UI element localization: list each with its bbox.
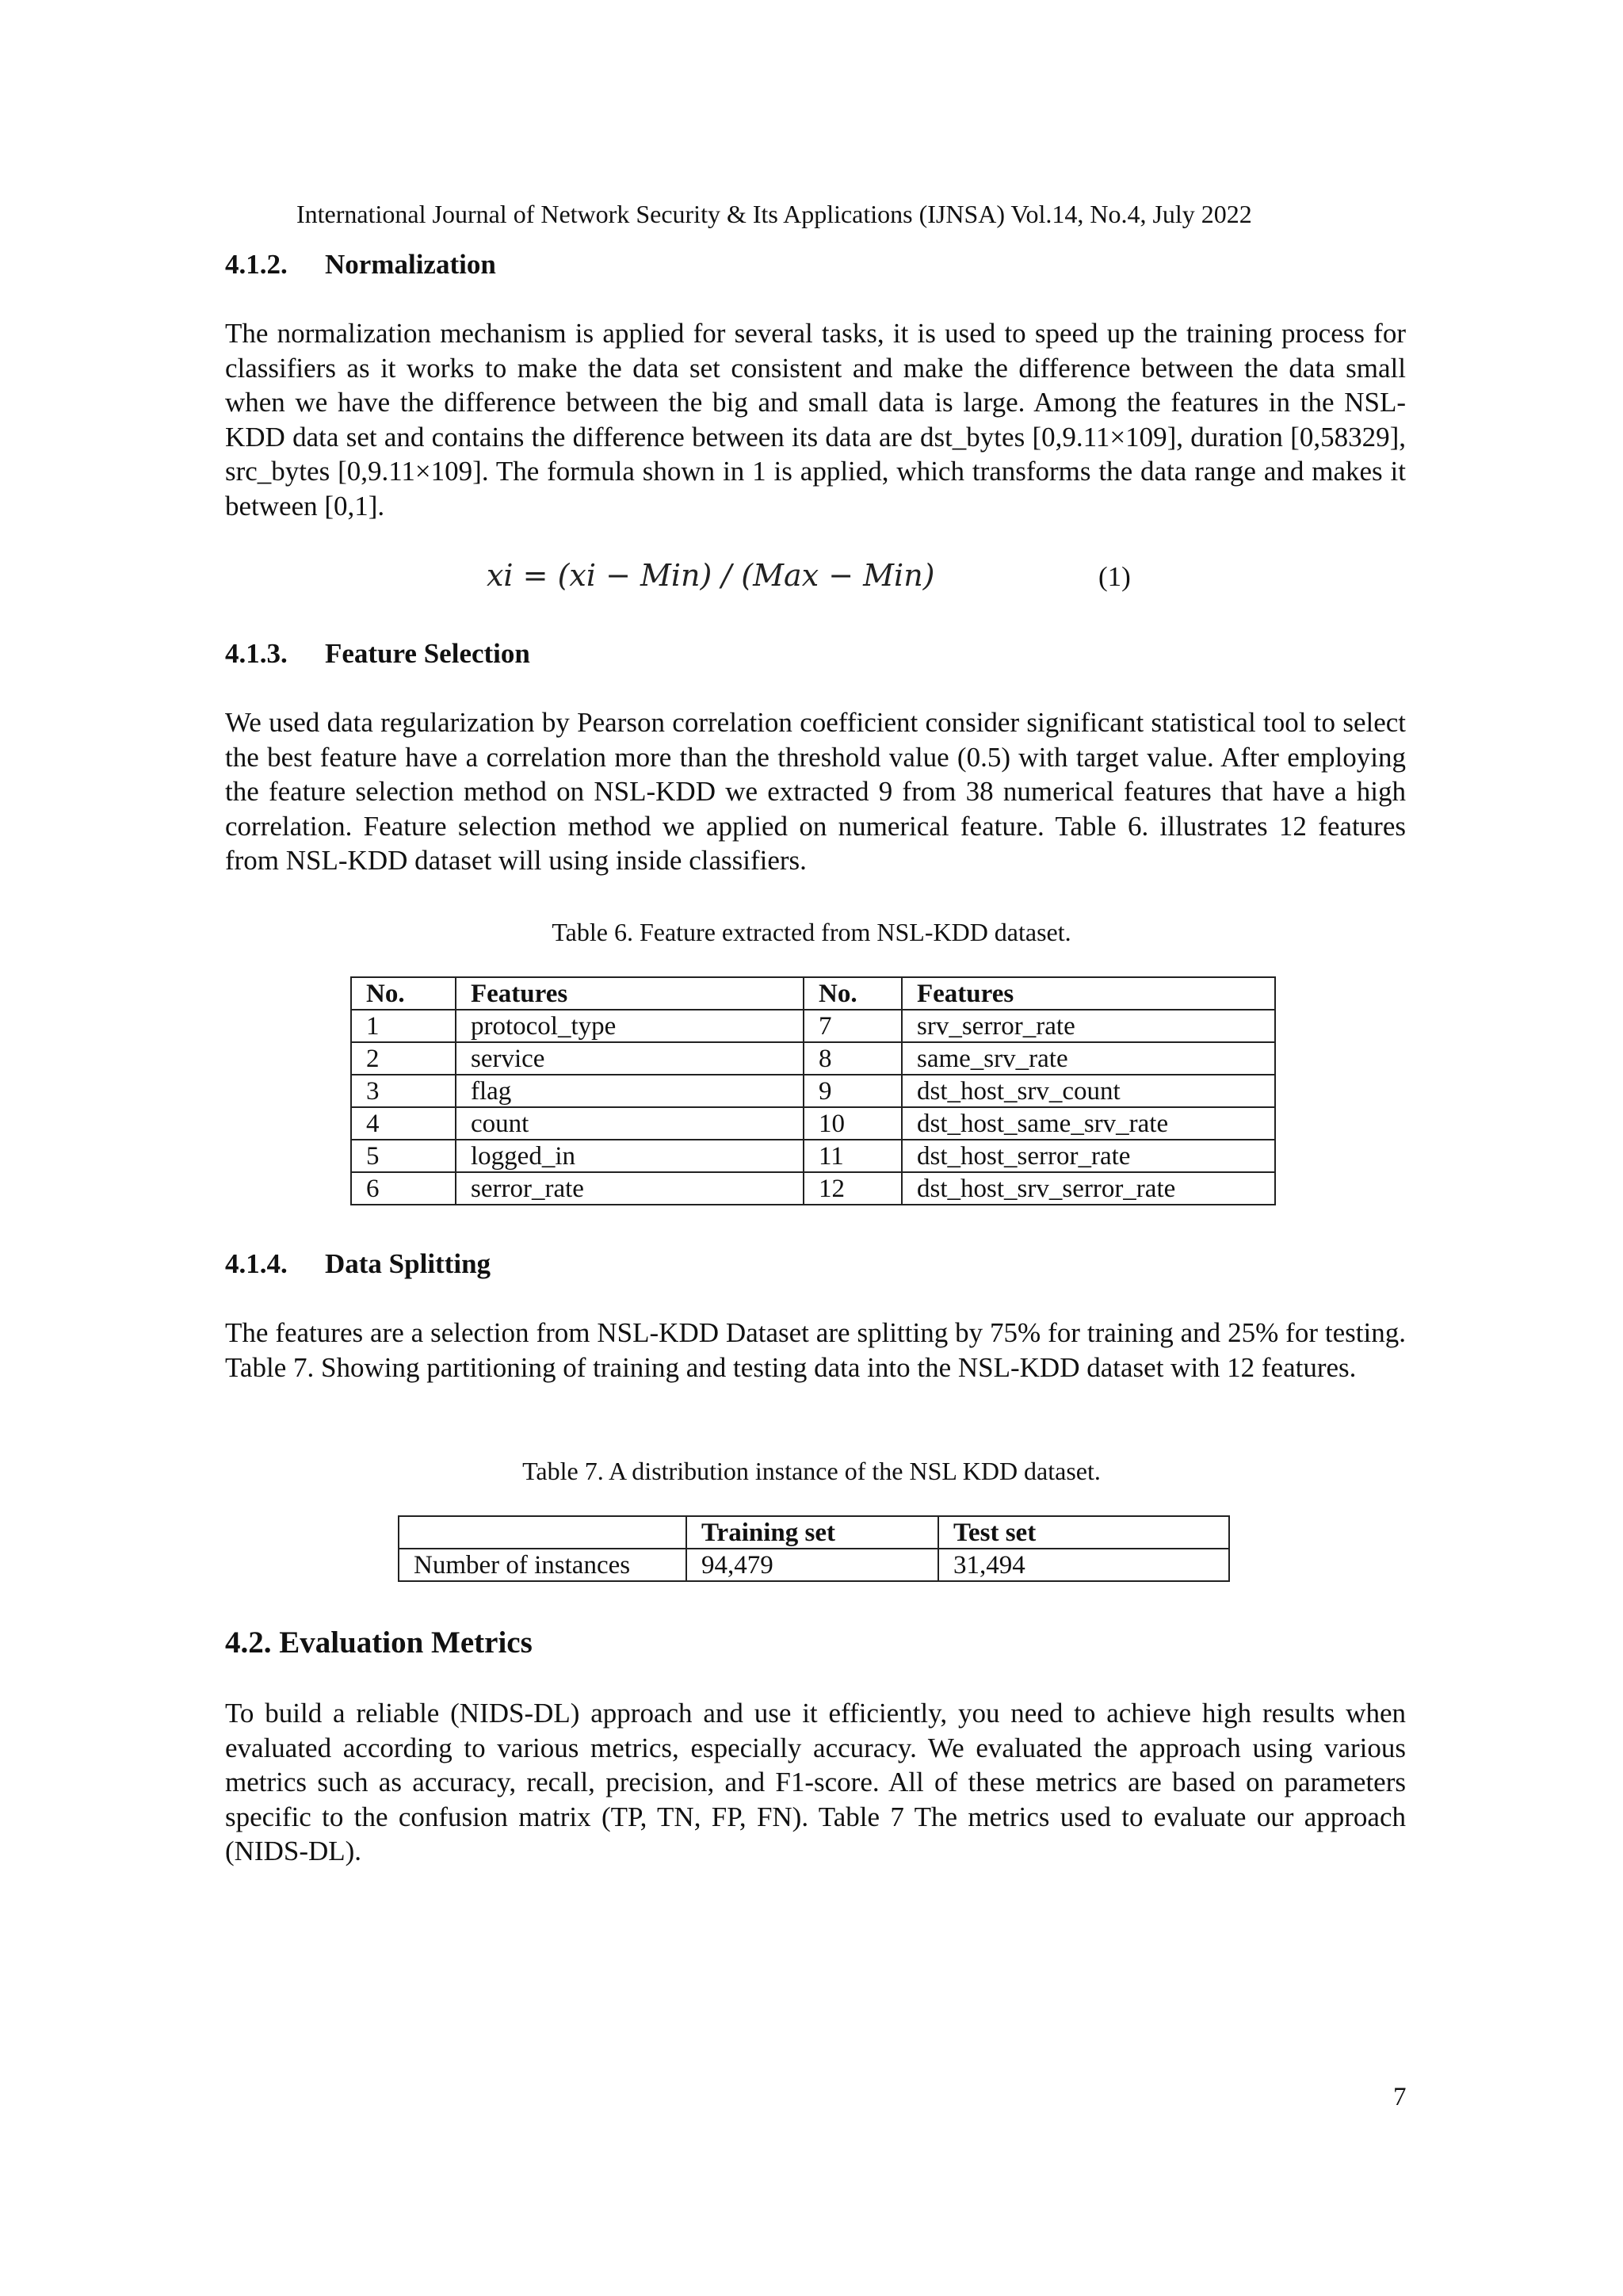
table-cell: Number of instances [399, 1549, 686, 1581]
table-6 [350, 976, 1276, 1205]
table-header-cell: Features [456, 977, 804, 1010]
paragraph-evaluation: To build a reliable (NIDS-DL) approach and use it efficiently, you need to achieve high results when evaluated according to various metrics, especially accuracy. We evaluated the approach using various metrics such as accuracy, recall, precision, and F1-score. All of these metrics are based on parameters specific to the confusion matrix (TP, TN, FP, FN). Table 7 The metrics used to evaluate our approach (NIDS-DL). [225, 1698, 1406, 1866]
table-header-row [399, 1516, 1229, 1549]
table-row [399, 1549, 1229, 1581]
section-heading-4-1-4 [225, 1247, 1406, 1281]
table-cell: 10 [804, 1107, 902, 1140]
section-heading-4-1-3 [225, 637, 1406, 670]
paragraph-feature-selection: We used data regularization by Pearson correlation coefficient consider significant statistical tool to select the best feature have a correlation more than the threshold value (0.5) with target value. After employing the feature selection method on NSL-KDD we extracted 9 from 38 numerical features that have a high correlation. Feature selection method we applied on numerical feature. Table 6. illustrates 12 features from NSL-KDD dataset will using inside classifiers. [225, 707, 1406, 876]
table-cell: dst_host_srv_count [902, 1075, 1275, 1107]
table-header-cell: Training set [686, 1516, 938, 1549]
section-number: 4.1.2. [225, 249, 288, 280]
table-cell: 3 [351, 1075, 456, 1107]
table-cell: 12 [804, 1172, 902, 1205]
table-cell: dst_host_serror_rate [902, 1140, 1275, 1172]
table-header-cell [399, 1516, 686, 1549]
table-row [351, 1172, 1275, 1205]
table-row [351, 1042, 1275, 1075]
paragraph-data-splitting: The features are a selection from NSL-KDD Dataset are splitting by 75% for training and 25% for testing. Table 7. Showing partitioning of training and testing data into the NSL-KDD dataset with 12 features. [225, 1317, 1406, 1383]
table-cell: 2 [351, 1042, 456, 1075]
table-cell: 4 [351, 1107, 456, 1140]
page-number: 7 [1393, 2083, 1407, 2111]
table-cell: dst_host_srv_serror_rate [902, 1172, 1275, 1205]
table-7-caption: Table 7. A distribution instance of the NSL KDD dataset. [522, 1457, 1101, 1485]
table-cell: logged_in [456, 1140, 804, 1172]
table-row [351, 1140, 1275, 1172]
table-cell: 6 [351, 1172, 456, 1205]
table-cell: 94,479 [686, 1549, 938, 1581]
table-row [351, 1107, 1275, 1140]
table-cell: service [456, 1042, 804, 1075]
equation-number: (1) [1098, 561, 1131, 592]
table-cell: 8 [804, 1042, 902, 1075]
table-cell: 9 [804, 1075, 902, 1107]
section-heading-4-2: 4.2. Evaluation Metrics [225, 1626, 533, 1660]
section-heading-4-1-2 [225, 248, 1406, 281]
table-cell: 1 [351, 1010, 456, 1042]
table-7 [398, 1515, 1230, 1582]
table-cell: 7 [804, 1010, 902, 1042]
section-number: 4.1.4. [225, 1248, 288, 1279]
table-cell: same_srv_rate [902, 1042, 1275, 1075]
section-number: 4.1.3. [225, 638, 288, 669]
table-row [351, 1075, 1275, 1107]
section-title: Feature Selection [325, 638, 530, 669]
table-row [351, 1010, 1275, 1042]
table-cell: serror_rate [456, 1172, 804, 1205]
table-cell: srv_serror_rate [902, 1010, 1275, 1042]
table-header-cell: No. [804, 977, 902, 1010]
table-header-cell: No. [351, 977, 456, 1010]
table-cell: count [456, 1107, 804, 1140]
table-header-row [351, 977, 1275, 1010]
table-cell: flag [456, 1075, 804, 1107]
running-header: International Journal of Network Security & Its Applications (IJNSA) Vol.14, No.4, July 2022 [296, 200, 1252, 228]
paragraph-normalization: The normalization mechanism is applied for several tasks, it is used to speed up the training process for classifiers as it works to make the data set consistent and make the difference between the data small when we have the difference between the big and small data is large. Among the features in the NSL-KDD data set and contains the difference between its data are dst_bytes [0,9.11×109], duration [0,58329], src_bytes [0,9.11×109]. The formula shown in 1 is applied, which transforms the data range and makes it between [0,1]. [225, 318, 1406, 521]
equation-formula: xi = (xi − Min) / (Max − Min) [487, 558, 935, 593]
table-cell: dst_host_same_srv_rate [902, 1107, 1275, 1140]
table-cell: 11 [804, 1140, 902, 1172]
table-cell: 31,494 [938, 1549, 1229, 1581]
table-cell: protocol_type [456, 1010, 804, 1042]
table-6-caption: Table 6. Feature extracted from NSL-KDD dataset. [552, 918, 1071, 946]
table-header-cell: Features [902, 977, 1275, 1010]
section-title: Normalization [325, 249, 496, 280]
table-cell: 5 [351, 1140, 456, 1172]
section-title: Data Splitting [325, 1248, 491, 1279]
table-header-cell: Test set [938, 1516, 1229, 1549]
